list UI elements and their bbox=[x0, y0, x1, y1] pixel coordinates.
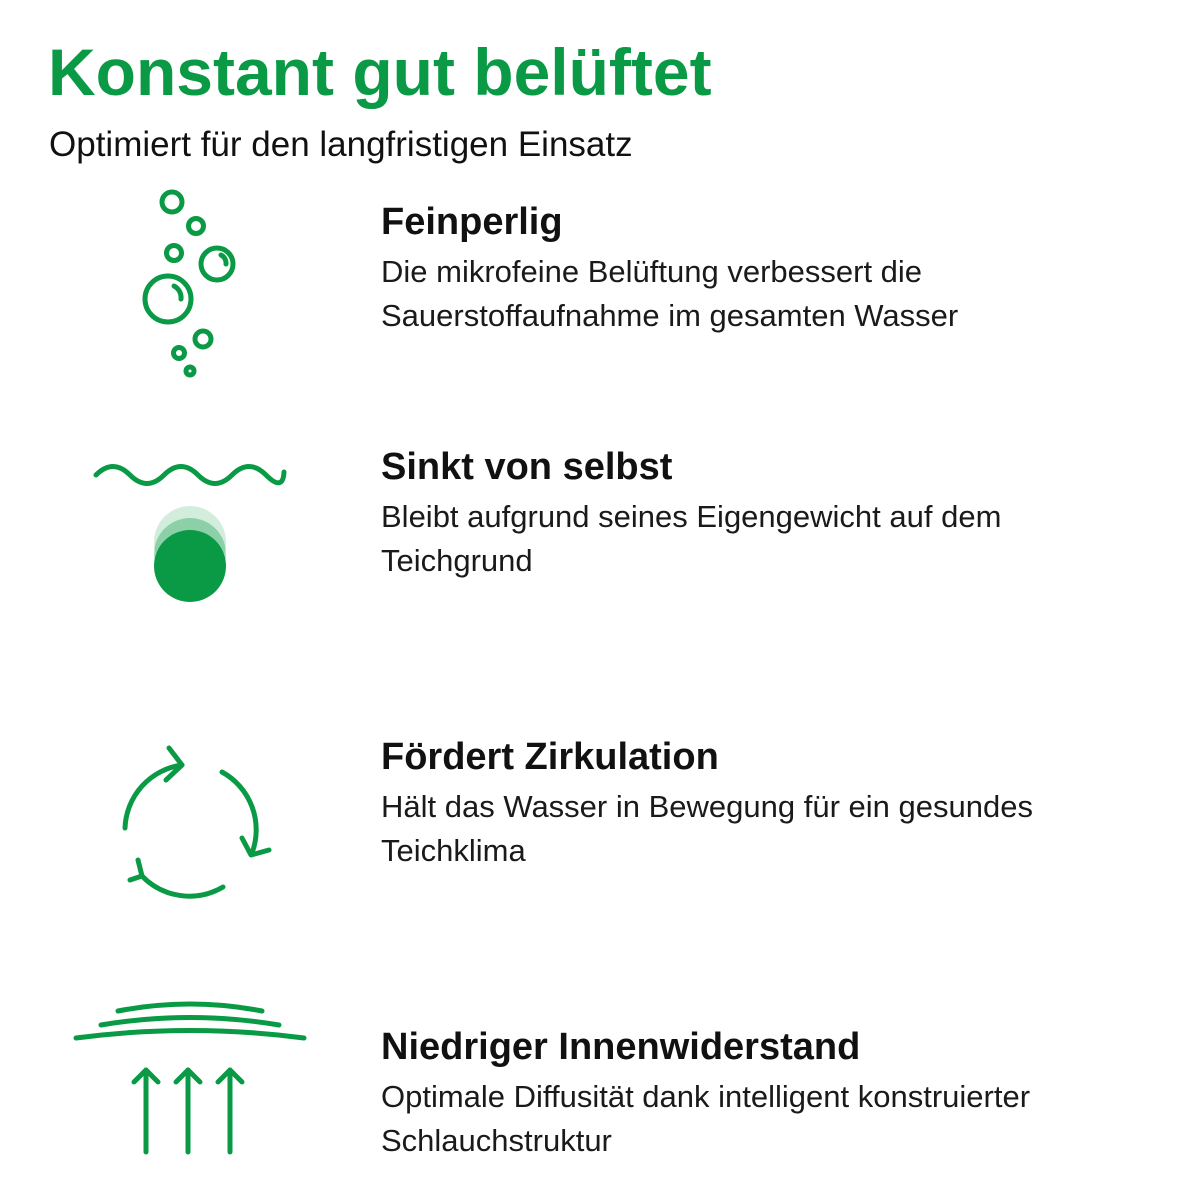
feature-heading: Fördert Zirkulation bbox=[381, 736, 719, 778]
feature-description bbox=[381, 495, 1181, 583]
description-line: Teichgrund bbox=[381, 542, 533, 578]
description-line: Sauerstoffaufnahme im gesamten Wasser bbox=[381, 297, 959, 333]
feature-niedriger-innenwiderstand bbox=[381, 1025, 1181, 1163]
description-line: Teichklima bbox=[381, 832, 526, 868]
feature-heading: Sinkt von selbst bbox=[381, 446, 673, 488]
description-line: Schlauchstruktur bbox=[381, 1122, 612, 1158]
page-title: Konstant gut belüftet bbox=[48, 35, 712, 109]
description-line: Bleibt aufgrund seines Eigengewicht auf dem bbox=[381, 498, 1002, 534]
description-line: Optimale Diffusität dank intelligent konstruierter bbox=[381, 1078, 1031, 1114]
low-resistance-icon bbox=[70, 980, 310, 1200]
circulation-arrows-icon bbox=[70, 720, 310, 940]
description-line: Die mikrofeine Belüftung verbessert die bbox=[381, 253, 923, 289]
feature-description bbox=[381, 785, 1181, 873]
sinking-weight-icon bbox=[70, 430, 310, 650]
feature-heading: Feinperlig bbox=[381, 201, 563, 243]
page-subtitle: Optimiert für den langfristigen Einsatz bbox=[49, 125, 633, 164]
feature-feinperlig bbox=[381, 200, 1181, 338]
feature-description bbox=[381, 250, 1181, 338]
feature-heading: Niedriger Innenwiderstand bbox=[381, 1026, 861, 1068]
feature-sinkt-von-selbst bbox=[381, 445, 1181, 583]
feature-description bbox=[381, 1075, 1181, 1163]
description-line: Hält das Wasser in Bewegung für ein gesundes bbox=[381, 788, 1033, 824]
feature-foerdert-zirkulation bbox=[381, 735, 1181, 873]
bubbles-icon bbox=[70, 180, 310, 400]
